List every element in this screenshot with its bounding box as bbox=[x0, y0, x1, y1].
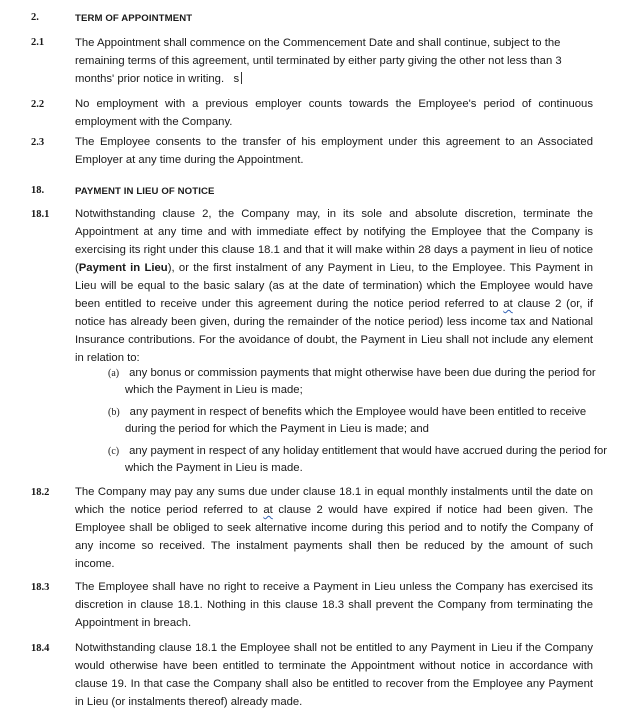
list-item-label: (a) bbox=[108, 368, 120, 379]
clause-2-3-text[interactable]: The Employee consents to the transfer of his employment under this agreement to an Associated Employer at any time during the Appointment. bbox=[75, 136, 593, 166]
clause-number: 18.4 bbox=[31, 643, 50, 654]
spelling-error-marker[interactable]: at bbox=[263, 504, 273, 516]
section-number: 2. bbox=[31, 12, 39, 23]
clause-2-1-body: The Appointment shall commence on the Commencement Date and shall continue, subject to the remaining terms of this agreement, until terminated by either party giving the other not less than 3 months' prior notice in writing. bbox=[75, 37, 562, 85]
section-heading: PAYMENT IN LIEU OF NOTICE bbox=[75, 186, 215, 197]
clause-number: 18.3 bbox=[31, 582, 50, 593]
list-item[interactable] bbox=[108, 404, 610, 438]
clause-18-1-part-a: Notwithstanding clause 2, the Company may, in its sole and absolute discretion, terminate the Appointment at any time and with immediate effect by notifying the Employee that the Company is exercising its right under this clause 18.1 and that it will make within 28 days a payment in lieu of notice ( bbox=[75, 208, 593, 274]
list-item-text: any payment in respect of benefits which the Employee would have been entitled to receive during the period for which the Payment in Lieu is made; and bbox=[125, 406, 587, 435]
list-item-label: (c) bbox=[108, 446, 120, 457]
clause-18-2-part-a: The Company may pay any sums due under clause 18.1 in equal monthly instalments until the date on which the notice period referred to bbox=[75, 486, 593, 516]
clause-number: 18.2 bbox=[31, 487, 50, 498]
clause-number: 2.1 bbox=[31, 37, 45, 48]
clause-18-3-text[interactable]: The Employee shall have no right to receive a Payment in Lieu unless the Company has exercised its discretion in clause 18.1. Nothing in this clause 18.3 shall prevent the Company from terminating the Appointment in breach. bbox=[75, 581, 593, 629]
clause-2-1-text[interactable] bbox=[75, 34, 575, 88]
list-item-text: any bonus or commission payments that might otherwise have been due during the period for which the Payment in Lieu is made; bbox=[125, 367, 596, 396]
section-number: 18. bbox=[31, 185, 45, 196]
spelling-error-marker[interactable]: at bbox=[503, 298, 513, 310]
list-item[interactable] bbox=[108, 443, 610, 477]
list-item[interactable] bbox=[108, 365, 610, 399]
clause-number: 2.3 bbox=[31, 137, 45, 148]
section-heading: TERM OF APPOINTMENT bbox=[75, 13, 193, 24]
clause-18-1-part-b: ), or the first instalment of any Payment in Lieu, to the Employee. This Payment in Lieu will be equal to the basic salary (as at the date of termination) which the Employee would have been entitled to receive under this agreement during the notice period referred to bbox=[75, 262, 593, 310]
clause-number: 2.2 bbox=[31, 99, 45, 110]
clause-18-4-text[interactable]: Notwithstanding clause 18.1 the Employee shall not be entitled to any Payment in Lieu if the Company would otherwise have been entitled to terminate the Appointment without notice in accordance with clause 19. In that case the Company shall also be entitled to recover from the Employee any Payment in Lieu (or instalments thereof) already made. bbox=[75, 642, 593, 708]
clause-2-2-text[interactable]: No employment with a previous employer counts towards the Employee's period of continuous employment with the Company. bbox=[75, 98, 593, 128]
defined-term: Payment in Lieu bbox=[78, 262, 168, 274]
clause-18-2-part-b: clause 2 would have expired if notice had been given. The Employee shall be obliged to seek alternative income during this period and to notify the Company of any income so received. The instalment payments shall then be reduced by the amount of such income. bbox=[75, 504, 593, 570]
clause-number: 18.1 bbox=[31, 209, 50, 220]
stray-character: s bbox=[233, 73, 240, 85]
list-item-text: any payment in respect of any holiday entitlement that would have accrued during the period for which the Payment in Lieu is made. bbox=[125, 445, 608, 474]
list-item-label: (b) bbox=[108, 407, 120, 418]
clause-18-1-text[interactable] bbox=[75, 205, 593, 367]
clause-18-1-part-c: clause 2 (or, if notice has already been given, during the remainder of the notice period) less income tax and National Insurance contributions. For the avoidance of doubt, the Payment in Lieu shall not include any element in relation to: bbox=[75, 298, 593, 364]
text-cursor bbox=[241, 72, 242, 84]
clause-18-2-text[interactable] bbox=[75, 483, 593, 573]
